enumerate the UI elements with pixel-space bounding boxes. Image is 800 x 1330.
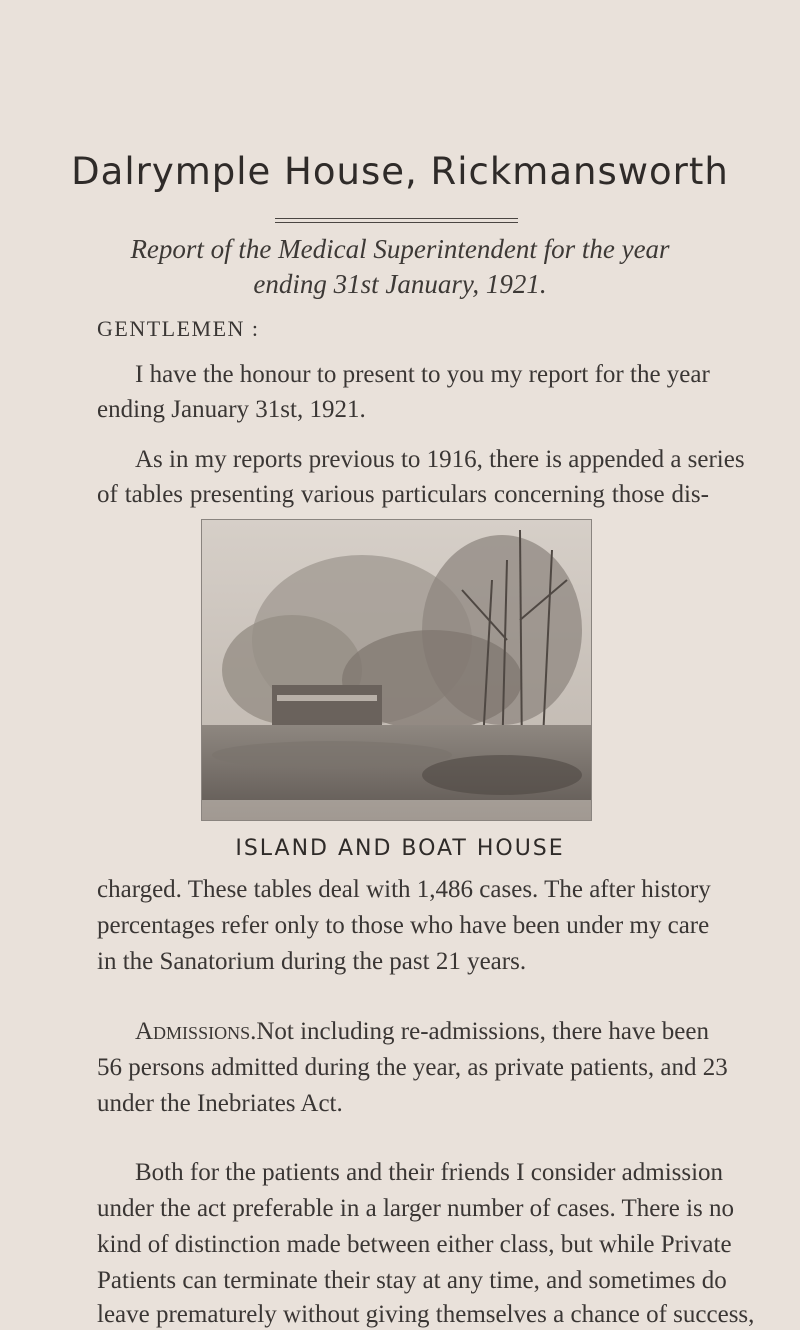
photo-illustration	[202, 520, 591, 820]
island-boat-house-photo	[201, 519, 592, 821]
paragraph-3-line-1: charged. These tables deal with 1,486 cases. The after history	[97, 876, 711, 903]
paragraph-5-line-5: leave prematurely without giving themselves a chance of success,	[97, 1301, 755, 1328]
paragraph-4-line-3: under the Inebriates Act.	[97, 1090, 343, 1117]
admissions-heading: Admissions.	[135, 1018, 257, 1045]
paragraph-3-line-3: in the Sanatorium during the past 21 years.	[97, 948, 527, 975]
report-subtitle-line-1: Report of the Medical Superintendent for the year	[130, 234, 670, 264]
paragraph-5-line-1: Both for the patients and their friends I consider admission	[135, 1159, 724, 1186]
paragraph-4-line-1	[135, 1019, 709, 1044]
salutation: GENTLEMEN :	[97, 316, 260, 341]
paragraph-4-line-2: 56 persons admitted during the year, as private patients, and 23	[97, 1054, 728, 1081]
report-subtitle-line-2: ending 31st January, 1921.	[253, 269, 547, 299]
paragraph-5-line-4: Patients can terminate their stay at any time, and sometimes do	[97, 1267, 727, 1294]
page-title: Dalrymple House, Rickmansworth	[71, 150, 729, 193]
paragraph-3-line-2: percentages refer only to those who have been under my care	[97, 912, 710, 939]
paragraph-2-line-2: of tables presenting various particulars concerning those dis-	[97, 481, 709, 508]
paragraph-5-line-3: kind of distinction made between either class, but while Private	[97, 1231, 732, 1258]
paragraph-5-line-2: under the act preferable in a larger number of cases. There is no	[97, 1195, 734, 1222]
title-rule-upper	[275, 218, 518, 219]
paragraph-1-line-1: I have the honour to present to you my report for the year	[135, 361, 710, 388]
paragraph-2-line-1: As in my reports previous to 1916, there is appended a series	[135, 446, 745, 473]
paragraph-4-line-1-text: Not including re-admissions, there have been	[256, 1018, 709, 1045]
photo-caption: ISLAND AND BOAT HOUSE	[235, 836, 565, 861]
title-rule-lower	[275, 222, 518, 223]
paragraph-1-line-2: ending January 31st, 1921.	[97, 396, 366, 423]
